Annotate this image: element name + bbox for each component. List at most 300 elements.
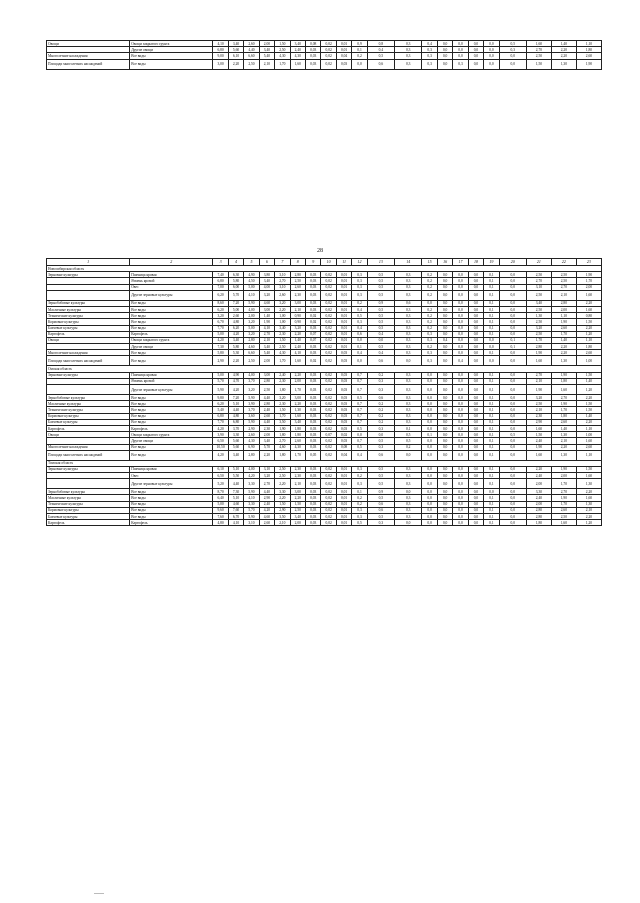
culture-cell: Картофель — [47, 520, 130, 526]
value-cell: 0,0 — [453, 413, 468, 419]
value-cell: 2,90 — [275, 507, 290, 513]
value-cell: 0,3 — [395, 331, 422, 337]
column-number: 12 — [352, 259, 367, 266]
value-cell: 0,0 — [499, 444, 526, 450]
value-cell: 0,5 — [367, 319, 394, 325]
value-cell: 6,80 — [213, 47, 228, 53]
value-cell: 1,60 — [576, 290, 601, 300]
value-cell: 0,0 — [499, 514, 526, 520]
value-cell: 2,10 — [290, 306, 305, 312]
value-cell: 0,0 — [395, 489, 422, 495]
value-cell: 0,02 — [321, 372, 336, 378]
value-cell: 3,40 — [290, 41, 305, 47]
value-cell: 4,00 — [244, 306, 259, 312]
value-cell: 0,0 — [453, 272, 468, 278]
value-cell: 2,20 — [290, 372, 305, 378]
value-cell: 1,50 — [576, 372, 601, 378]
value-cell: 6,60 — [244, 53, 259, 59]
table-row — [47, 520, 602, 526]
value-cell: 5,00 — [244, 284, 259, 290]
value-cell: 2,70 — [526, 372, 551, 378]
value-cell: 0,03 — [306, 372, 321, 378]
value-cell: 3,30 — [244, 479, 259, 489]
value-cell: 0,0 — [468, 479, 483, 489]
value-cell: 7,30 — [213, 344, 228, 350]
value-cell: 0,01 — [336, 337, 351, 343]
value-cell: 3,90 — [244, 401, 259, 407]
value-cell: 0,3 — [395, 47, 422, 53]
value-cell: 2,80 — [290, 272, 305, 278]
value-cell: 0,03 — [306, 290, 321, 300]
column-number: 4 — [228, 259, 243, 266]
value-cell: 1,70 — [551, 331, 576, 337]
value-cell: 0,0 — [468, 278, 483, 284]
value-cell: 2,50 — [526, 53, 551, 59]
column-number: 5 — [244, 259, 259, 266]
value-cell: 0,0 — [453, 337, 468, 343]
value-cell: 2,70 — [526, 47, 551, 53]
value-cell: 0,0 — [468, 419, 483, 425]
value-cell: 0,02 — [321, 319, 336, 325]
group-cell: Все виды — [130, 413, 213, 419]
value-cell: 2,50 — [526, 319, 551, 325]
value-cell: 0,5 — [352, 444, 367, 450]
value-cell: 2,20 — [576, 395, 601, 401]
value-cell: 0,0 — [499, 59, 526, 69]
value-cell: 4,20 — [244, 473, 259, 479]
value-cell: 2,10 — [551, 290, 576, 300]
value-cell: 0,0 — [437, 313, 452, 319]
value-cell: 5,20 — [213, 479, 228, 489]
value-cell: 0,0 — [499, 395, 526, 401]
group-cell: Все виды — [130, 319, 213, 325]
value-cell: 0,0 — [484, 489, 499, 495]
value-cell: 4,30 — [290, 444, 305, 450]
group-cell: Ячмень яровой — [130, 378, 213, 384]
value-cell: 4,40 — [228, 479, 243, 489]
value-cell: 0,0 — [437, 53, 452, 59]
value-cell: 0,5 — [367, 514, 394, 520]
value-cell: 6,70 — [228, 514, 243, 520]
value-cell: 3,10 — [259, 466, 274, 472]
value-cell: 3,90 — [213, 432, 228, 438]
value-cell: 0,1 — [484, 272, 499, 278]
value-cell: 5,90 — [244, 395, 259, 401]
value-cell: 2,70 — [259, 479, 274, 489]
value-cell: 0,03 — [306, 507, 321, 513]
value-cell: 2,10 — [526, 407, 551, 413]
value-cell: 0,07 — [306, 331, 321, 337]
value-cell: 0,1 — [484, 413, 499, 419]
group-cell: Картофель — [130, 425, 213, 431]
value-cell: 1,70 — [290, 385, 305, 395]
value-cell: 0,02 — [321, 290, 336, 300]
value-cell: 2,20 — [576, 325, 601, 331]
value-cell: 0,0 — [437, 520, 452, 526]
value-cell: 5,90 — [213, 385, 228, 395]
culture-cell: Зернобобовые культуры — [47, 395, 130, 401]
value-cell: 4,40 — [259, 395, 274, 401]
value-cell: 3,00 — [290, 489, 305, 495]
value-cell: 3,00 — [290, 395, 305, 401]
value-cell: 2,40 — [290, 47, 305, 53]
value-cell: 1,60 — [290, 413, 305, 419]
value-cell: 0,0 — [453, 385, 468, 395]
value-cell: 2,20 — [576, 514, 601, 520]
value-cell: 6,40 — [213, 495, 228, 501]
value-cell: 0,0 — [499, 413, 526, 419]
value-cell: 2,80 — [526, 507, 551, 513]
value-cell: 0,0 — [499, 350, 526, 356]
value-cell: 2,20 — [551, 47, 576, 53]
region-label: Томская область — [47, 460, 602, 466]
value-cell: 3,00 — [213, 59, 228, 69]
value-cell: 2,10 — [551, 438, 576, 444]
value-cell: 5,00 — [213, 372, 228, 378]
value-cell: 1,30 — [526, 313, 551, 319]
group-cell: Пшеница яровая — [130, 466, 213, 472]
culture-cell: Площади многолетних насаждений — [47, 59, 130, 69]
value-cell: 2,60 — [576, 350, 601, 356]
region-label: Новосибирская область — [47, 266, 602, 272]
value-cell: 0,03 — [306, 407, 321, 413]
value-cell: 2,90 — [244, 425, 259, 431]
value-cell: 3,00 — [290, 300, 305, 306]
value-cell: 0,0 — [437, 325, 452, 331]
value-cell: 1,90 — [551, 495, 576, 501]
value-cell: 0,5 — [367, 495, 394, 501]
value-cell: 0,0 — [453, 300, 468, 306]
value-cell: 0,0 — [484, 344, 499, 350]
group-cell: Овощи закрытого грунта — [130, 41, 213, 47]
value-cell: 3,10 — [244, 520, 259, 526]
value-cell: 0,0 — [499, 313, 526, 319]
culture-cell: Зерновые культуры — [47, 466, 130, 472]
value-cell: 2,40 — [275, 372, 290, 378]
value-cell: 0,02 — [321, 514, 336, 520]
value-cell: 0,2 — [367, 401, 394, 407]
value-cell: 4,30 — [275, 350, 290, 356]
value-cell: 0,02 — [321, 300, 336, 306]
group-cell: Все виды — [130, 501, 213, 507]
value-cell: 6,60 — [244, 350, 259, 356]
value-cell: 0,0 — [468, 331, 483, 337]
value-cell: 0,03 — [306, 444, 321, 450]
value-cell: 5,10 — [228, 466, 243, 472]
value-cell: 2,50 — [275, 466, 290, 472]
value-cell: 0,0 — [422, 413, 437, 419]
value-cell: 1,90 — [551, 401, 576, 407]
value-cell: 3,30 — [244, 501, 259, 507]
value-cell: 0,0 — [453, 438, 468, 444]
column-number: 20 — [499, 259, 526, 266]
value-cell: 1,50 — [576, 466, 601, 472]
group-cell: Все виды — [130, 356, 213, 366]
value-cell: 4,20 — [213, 450, 228, 460]
value-cell: 2,70 — [259, 331, 274, 337]
value-cell: 4,60 — [275, 444, 290, 450]
value-cell: 0,0 — [422, 444, 437, 450]
table-row — [47, 290, 602, 300]
culture-cell: Масличные культуры — [47, 401, 130, 407]
value-cell: 3,00 — [259, 306, 274, 312]
column-number: 11 — [336, 259, 351, 266]
value-cell: 0,3 — [422, 350, 437, 356]
value-cell: 0,2 — [352, 473, 367, 479]
value-cell: 1,60 — [526, 356, 551, 366]
value-cell: 0,4 — [367, 331, 394, 337]
main-table-block — [46, 258, 602, 526]
value-cell: 5,80 — [213, 350, 228, 356]
value-cell: 0,08 — [336, 444, 351, 450]
value-cell: 1,60 — [290, 356, 305, 366]
culture-cell: Зернобобовые культуры — [47, 300, 130, 306]
value-cell: 0,1 — [484, 520, 499, 526]
value-cell: 6,20 — [213, 306, 228, 312]
table-row — [47, 59, 602, 69]
value-cell: 0,03 — [306, 395, 321, 401]
value-cell: 0,0 — [437, 401, 452, 407]
value-cell: 0,01 — [336, 272, 351, 278]
value-cell: 4,20 — [259, 507, 274, 513]
value-cell: 0,03 — [306, 479, 321, 489]
value-cell: 0,0 — [453, 306, 468, 312]
value-cell: 0,7 — [352, 378, 367, 384]
value-cell: 3,20 — [526, 325, 551, 331]
value-cell: 0,1 — [484, 507, 499, 513]
value-cell: 3,40 — [228, 450, 243, 460]
value-cell: 0,3 — [352, 479, 367, 489]
value-cell: 2,10 — [290, 479, 305, 489]
value-cell: 0,0 — [437, 507, 452, 513]
value-cell: 8,60 — [213, 300, 228, 306]
group-cell: Другие зерновые культуры — [130, 385, 213, 395]
value-cell: 0,3 — [352, 466, 367, 472]
value-cell: 0,7 — [352, 438, 367, 444]
value-cell: 1,50 — [275, 501, 290, 507]
value-cell: 0,3 — [453, 59, 468, 69]
value-cell: 1,70 — [290, 450, 305, 460]
value-cell: 0,5 — [367, 325, 394, 331]
value-cell: 2,20 — [275, 479, 290, 489]
value-cell: 7,00 — [213, 284, 228, 290]
value-cell: 2,70 — [551, 489, 576, 495]
value-cell: 0,0 — [468, 495, 483, 501]
value-cell: 0,0 — [453, 395, 468, 401]
value-cell: 0,0 — [468, 41, 483, 47]
column-number: 23 — [576, 259, 601, 266]
value-cell: 4,10 — [228, 520, 243, 526]
value-cell: 0,0 — [468, 401, 483, 407]
value-cell: 0,5 — [367, 278, 394, 284]
value-cell: 2,70 — [551, 284, 576, 290]
column-number: 2 — [130, 259, 213, 266]
value-cell: 2,40 — [259, 501, 274, 507]
value-cell: 0,7 — [352, 385, 367, 395]
value-cell: 1,50 — [275, 41, 290, 47]
value-cell: 2,30 — [290, 466, 305, 472]
group-cell: Все виды — [130, 489, 213, 495]
value-cell: 0,3 — [352, 319, 367, 325]
value-cell: 4,40 — [244, 47, 259, 53]
value-cell: 2,40 — [526, 473, 551, 479]
value-cell: 0,0 — [453, 520, 468, 526]
value-cell: 0,1 — [484, 325, 499, 331]
value-cell: 2,20 — [526, 466, 551, 472]
top-table-block — [46, 40, 602, 70]
value-cell: 1,40 — [290, 337, 305, 343]
value-cell: 1,70 — [576, 278, 601, 284]
value-cell: 0,1 — [484, 501, 499, 507]
value-cell: 3,20 — [290, 325, 305, 331]
value-cell: 5,00 — [228, 306, 243, 312]
value-cell: 0,1 — [499, 344, 526, 350]
value-cell: 4,00 — [244, 466, 259, 472]
value-cell: 0,2 — [422, 306, 437, 312]
value-cell: 0,02 — [321, 395, 336, 401]
value-cell: 0,0 — [499, 319, 526, 325]
value-cell: 0,5 — [367, 272, 394, 278]
value-cell: 3,40 — [228, 337, 243, 343]
value-cell: 0,0 — [468, 284, 483, 290]
value-cell: 2,50 — [551, 278, 576, 284]
value-cell: 0,0 — [484, 47, 499, 53]
value-cell: 1,50 — [576, 319, 601, 325]
value-cell: 0,0 — [437, 41, 452, 47]
value-cell: 0,1 — [484, 378, 499, 384]
value-cell: 4,40 — [228, 407, 243, 413]
value-cell: 7,70 — [213, 325, 228, 331]
value-cell: 0,0 — [453, 313, 468, 319]
value-cell: 0,0 — [437, 501, 452, 507]
value-cell: 0,0 — [437, 473, 452, 479]
value-cell: 2,20 — [259, 450, 274, 460]
value-cell: 0,02 — [321, 419, 336, 425]
value-cell: 0,9 — [367, 489, 394, 495]
value-cell: 0,0 — [453, 53, 468, 59]
value-cell: 0,0 — [437, 450, 452, 460]
value-cell: 1,10 — [576, 41, 601, 47]
value-cell: 1,90 — [526, 350, 551, 356]
value-cell: 1,50 — [526, 432, 551, 438]
value-cell: 3,10 — [275, 284, 290, 290]
value-cell: 0,02 — [321, 59, 336, 69]
value-cell: 0,03 — [306, 413, 321, 419]
value-cell: 1,30 — [576, 501, 601, 507]
value-cell: 1,10 — [576, 425, 601, 431]
value-cell: 0,0 — [453, 495, 468, 501]
value-cell: 0,02 — [321, 438, 336, 444]
value-cell: 0,02 — [321, 306, 336, 312]
value-cell: 0,3 — [352, 272, 367, 278]
value-cell: 0,03 — [306, 47, 321, 53]
culture-cell — [47, 385, 130, 395]
value-cell: 0,0 — [367, 432, 394, 438]
value-cell: 0,0 — [422, 425, 437, 431]
value-cell: 0,0 — [468, 438, 483, 444]
value-cell: 0,3 — [395, 413, 422, 419]
value-cell: 2,50 — [551, 514, 576, 520]
culture-cell: Площади многолетних насаждений — [47, 450, 130, 460]
value-cell: 0,0 — [422, 438, 437, 444]
group-cell: Все виды — [130, 514, 213, 520]
value-cell: 0,5 — [367, 306, 394, 312]
value-cell: 0,4 — [352, 325, 367, 331]
value-cell: 0,0 — [453, 479, 468, 489]
value-cell: 0,03 — [306, 306, 321, 312]
value-cell: 2,20 — [551, 53, 576, 59]
value-cell: 0,0 — [453, 507, 468, 513]
value-cell: 0,0 — [468, 372, 483, 378]
value-cell: 4,20 — [228, 385, 243, 395]
value-cell: 4,30 — [244, 438, 259, 444]
value-cell: 0,0 — [468, 413, 483, 419]
value-cell: 0,2 — [367, 407, 394, 413]
value-cell: 6,70 — [213, 319, 228, 325]
value-cell: 0,0 — [499, 300, 526, 306]
value-cell: 5,40 — [259, 350, 274, 356]
value-cell: 2,50 — [526, 290, 551, 300]
group-cell: Все виды — [130, 401, 213, 407]
value-cell: 0,03 — [306, 378, 321, 384]
value-cell: 0,0 — [453, 419, 468, 425]
value-cell: 0,02 — [321, 278, 336, 284]
group-cell: Все виды — [130, 507, 213, 513]
value-cell: 0,0 — [499, 501, 526, 507]
value-cell: 0,0 — [422, 489, 437, 495]
value-cell: 0,02 — [321, 450, 336, 460]
value-cell: 0,0 — [437, 372, 452, 378]
value-cell: 0,01 — [336, 325, 351, 331]
value-cell: 0,01 — [336, 479, 351, 489]
value-cell: 2,90 — [259, 495, 274, 501]
group-cell: Овес — [130, 473, 213, 479]
value-cell: 4,30 — [275, 53, 290, 59]
value-cell: 0,2 — [352, 53, 367, 59]
value-cell: 0,5 — [352, 313, 367, 319]
value-cell: 0,3 — [395, 378, 422, 384]
value-cell: 0,0 — [453, 501, 468, 507]
group-cell: Все виды — [130, 495, 213, 501]
value-cell: 0,1 — [484, 479, 499, 489]
value-cell: 0,2 — [367, 419, 394, 425]
value-cell: 3,40 — [259, 344, 274, 350]
value-cell: 2,50 — [275, 344, 290, 350]
value-cell: 2,50 — [290, 507, 305, 513]
value-cell: 0,4 — [422, 41, 437, 47]
value-cell: 0,3 — [367, 444, 394, 450]
culture-cell: Многолетние насаждения — [47, 53, 130, 59]
value-cell: 0,3 — [395, 385, 422, 395]
value-cell: 0,4 — [367, 350, 394, 356]
value-cell: 2,20 — [551, 350, 576, 356]
value-cell: 7,70 — [213, 419, 228, 425]
value-cell: 0,2 — [422, 284, 437, 290]
value-cell: 0,5 — [499, 41, 526, 47]
value-cell: 6,80 — [228, 419, 243, 425]
value-cell: 0,03 — [306, 425, 321, 431]
value-cell: 0,02 — [321, 413, 336, 419]
value-cell: 1,70 — [551, 479, 576, 489]
value-cell: 2,60 — [259, 520, 274, 526]
value-cell: 3,20 — [244, 319, 259, 325]
value-cell: 0,0 — [437, 284, 452, 290]
value-cell: 0,0 — [499, 438, 526, 444]
value-cell: 4,40 — [259, 419, 274, 425]
value-cell: 0,2 — [352, 501, 367, 507]
value-cell: 2,00 — [290, 378, 305, 384]
value-cell: 0,0 — [395, 356, 422, 366]
